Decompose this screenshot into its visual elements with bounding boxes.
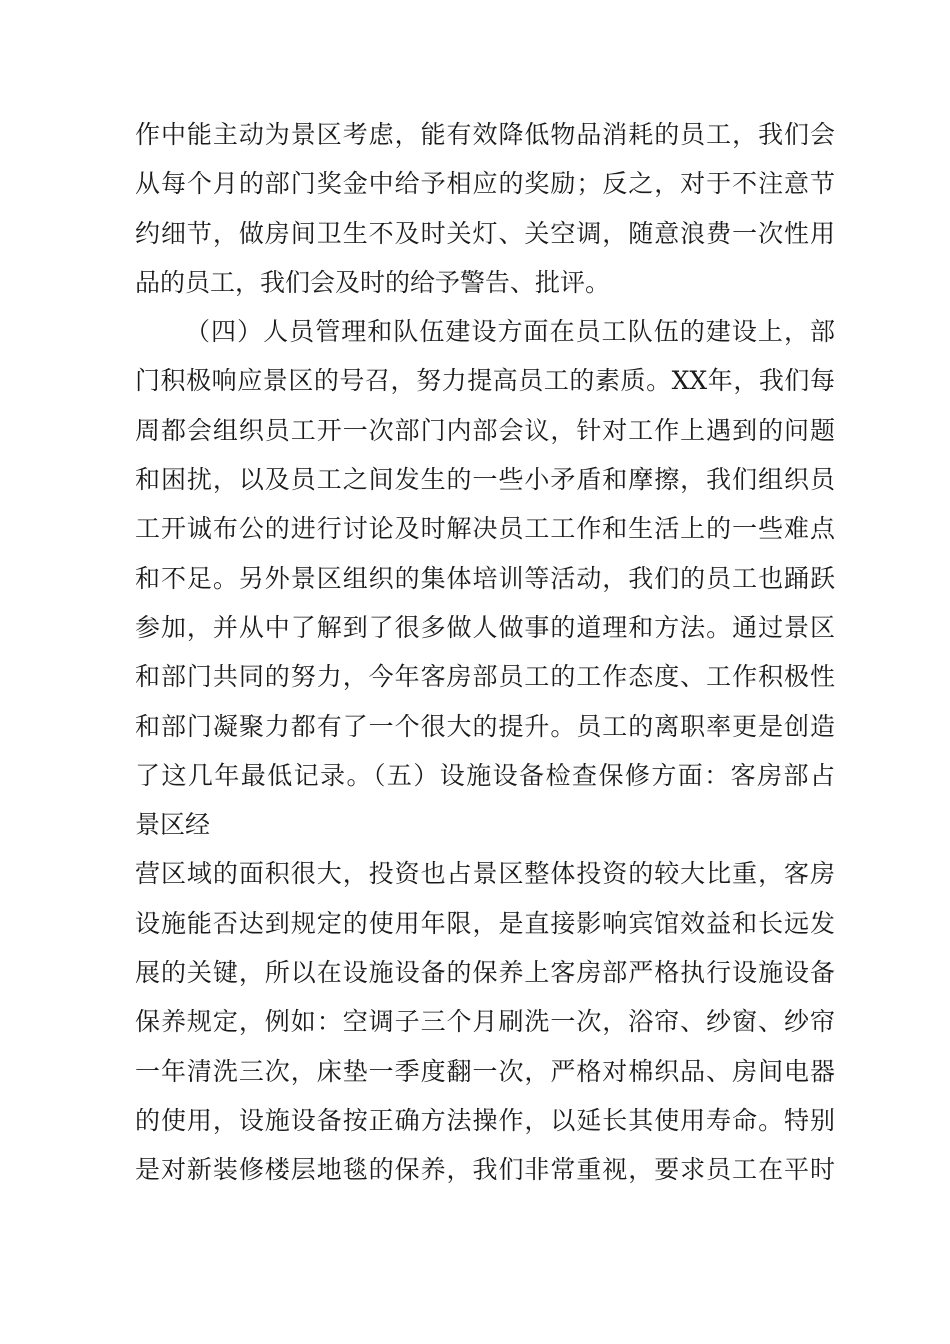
text-line: 和部门凝聚力都有了一个很大的提升。员工的离职率更是创造 (135, 711, 835, 741)
text-line: 景区经 (135, 810, 211, 840)
text-line: 和困扰，以及员工之间发生的一些小矛盾和摩擦，我们组织员 (135, 465, 835, 495)
text-line: 工开诚布公的进行讨论及时解决员工工作和生活上的一些难点 (135, 514, 835, 544)
text-line: 品的员工，我们会及时的给予警告、批评。 (135, 267, 611, 297)
text-line: 营区域的面积很大，投资也占景区整体投资的较大比重，客房 (135, 859, 835, 889)
text-line: 和不足。另外景区组织的集体培训等活动，我们的员工也踊跃 (135, 563, 835, 593)
text-line: 参加，并从中了解到了很多做人做事的道理和方法。通过景区 (135, 612, 835, 642)
text-line: 一年清洗三次，床垫一季度翻一次，严格对棉织品、房间电器 (135, 1056, 835, 1086)
text-line: 从每个月的部门奖金中给予相应的奖励；反之，对于不注意节 (135, 169, 835, 199)
text-line: 是对新装修楼层地毯的保养，我们非常重视，要求员工在平时 (135, 1155, 835, 1185)
text-line: 作中能主动为景区考虑，能有效降低物品消耗的员工，我们会 (135, 120, 835, 149)
text-line: 了这几年最低记录。（五）设施设备检查保修方面：客房部占 (135, 760, 835, 790)
text-line: 保养规定，例如：空调子三个月刷洗一次，浴帘、纱窗、纱帘 (135, 1007, 835, 1037)
paragraph-start-line: （四）人员管理和队伍建设方面在员工队伍的建设上，部 (185, 317, 835, 347)
text-line: 的使用，设施设备按正确方法操作，以延长其使用寿命。特别 (135, 1105, 835, 1135)
text-line: 和部门共同的努力，今年客房部员工的工作态度、工作积极性 (135, 662, 835, 692)
text-line: 展的关键，所以在设施设备的保养上客房部严格执行设施设备 (135, 958, 835, 988)
text-line: 门积极响应景区的号召，努力提高员工的素质。XX年，我们每 (135, 366, 835, 396)
body-text (135, 110, 835, 1195)
text-line: 设施能否达到规定的使用年限，是直接影响宾馆效益和长远发 (135, 908, 835, 938)
text-line: 周都会组织员工开一次部门内部会议，针对工作上遇到的问题 (135, 415, 835, 445)
text-line: 约细节，做房间卫生不及时关灯、关空调，随意浪费一次性用 (135, 218, 835, 248)
